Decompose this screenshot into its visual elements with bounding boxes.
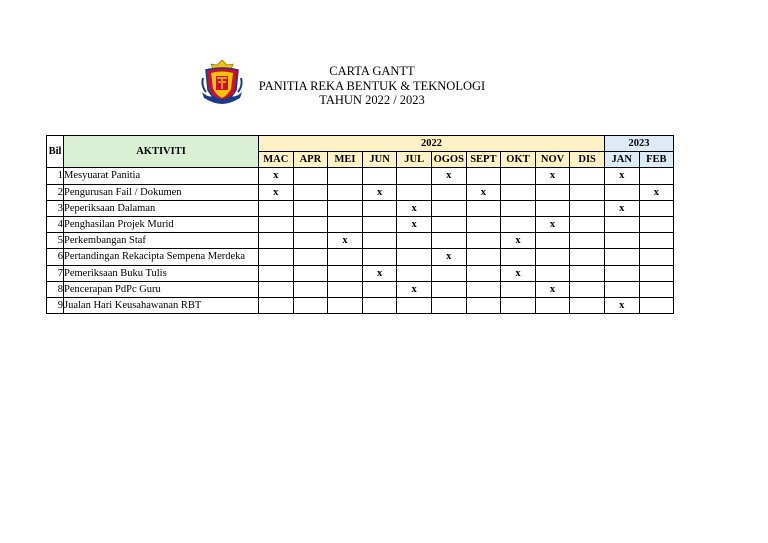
month-header-4: JUL: [397, 152, 432, 168]
row-number: 9: [47, 297, 64, 313]
schedule-cell: [328, 281, 363, 297]
schedule-mark: x: [397, 281, 432, 297]
activity-name: Mesyuarat Panitia: [64, 170, 141, 182]
activity-cell: [64, 168, 259, 184]
schedule-cell: [259, 281, 294, 297]
schedule-cell: [431, 281, 466, 297]
schedule-cell: [397, 168, 432, 184]
schedule-mark: x: [604, 297, 639, 313]
month-header-3: JUN: [362, 152, 397, 168]
schedule-mark: x: [259, 184, 294, 200]
schedule-cell: [293, 281, 328, 297]
schedule-cell: [431, 297, 466, 313]
schedule-cell: [328, 216, 363, 232]
schedule-cell: [466, 216, 501, 232]
schedule-cell: [293, 184, 328, 200]
activity-cell: [64, 184, 259, 200]
schedule-cell: [466, 200, 501, 216]
month-header-11: FEB: [639, 152, 674, 168]
schedule-mark: x: [362, 184, 397, 200]
title-line-3: TAHUN 2022 / 2023: [319, 93, 425, 107]
schedule-cell: [570, 281, 605, 297]
activity-name: Pencerapan PdPc Guru: [64, 283, 161, 295]
schedule-mark: x: [362, 265, 397, 281]
schedule-cell: [259, 200, 294, 216]
schedule-cell: [259, 233, 294, 249]
schedule-cell: [328, 265, 363, 281]
activity-cell: [64, 233, 259, 249]
schedule-cell: [328, 184, 363, 200]
schedule-cell: [397, 297, 432, 313]
schedule-cell: [570, 249, 605, 265]
activity-name: Pertandingan Rekacipta Sempena Merdeka: [64, 251, 246, 263]
schedule-mark: x: [259, 168, 294, 184]
schedule-cell: [328, 249, 363, 265]
schedule-cell: [501, 216, 536, 232]
schedule-cell: [639, 233, 674, 249]
row-number: 7: [47, 265, 64, 281]
year-header-2022: 2022: [259, 136, 605, 152]
table-row: [47, 184, 674, 200]
schedule-cell: [639, 249, 674, 265]
schedule-cell: [535, 249, 570, 265]
schedule-cell: [397, 265, 432, 281]
schedule-cell: [466, 249, 501, 265]
schedule-cell: [362, 168, 397, 184]
schedule-cell: [639, 297, 674, 313]
schedule-cell: [431, 200, 466, 216]
schedule-cell: [362, 297, 397, 313]
schedule-cell: [397, 233, 432, 249]
schedule-cell: [362, 281, 397, 297]
month-header-10: JAN: [604, 152, 639, 168]
schedule-cell: [570, 297, 605, 313]
schedule-cell: [604, 184, 639, 200]
row-number: 2: [47, 184, 64, 200]
schedule-cell: [466, 168, 501, 184]
activity-name: Penghasilan Projek Murid: [64, 219, 174, 231]
column-header-aktiviti: AKTIVITI: [64, 136, 259, 168]
schedule-cell: [604, 233, 639, 249]
document-header: [222, 64, 522, 108]
activity-name: Jualan Hari Keusahawanan RBT: [64, 299, 202, 311]
table-row: [47, 281, 674, 297]
row-number: 1: [47, 168, 64, 184]
row-number: 4: [47, 216, 64, 232]
schedule-cell: [501, 168, 536, 184]
month-header-9: DIS: [570, 152, 605, 168]
activity-cell: [64, 200, 259, 216]
schedule-cell: [501, 184, 536, 200]
schedule-cell: [362, 200, 397, 216]
schedule-cell: [604, 265, 639, 281]
schedule-cell: [639, 168, 674, 184]
table-row: [47, 265, 674, 281]
schedule-cell: [501, 249, 536, 265]
schedule-mark: x: [431, 249, 466, 265]
activity-cell: [64, 265, 259, 281]
schedule-mark: x: [604, 200, 639, 216]
schedule-mark: x: [328, 233, 363, 249]
activity-cell: [64, 297, 259, 313]
schedule-cell: [293, 265, 328, 281]
schedule-cell: [362, 216, 397, 232]
schedule-cell: [604, 281, 639, 297]
schedule-cell: [362, 233, 397, 249]
schedule-cell: [570, 184, 605, 200]
activity-cell: [64, 249, 259, 265]
schedule-cell: [639, 216, 674, 232]
schedule-cell: [362, 249, 397, 265]
activity-cell: [64, 281, 259, 297]
gantt-table: [46, 135, 674, 314]
activity-name: Pengurusan Fail / Dokumen: [64, 186, 182, 198]
schedule-cell: [639, 281, 674, 297]
activity-name: Perkembangan Staf: [64, 235, 146, 247]
schedule-cell: [328, 168, 363, 184]
schedule-mark: x: [397, 200, 432, 216]
schedule-cell: [293, 200, 328, 216]
schedule-cell: [604, 216, 639, 232]
schedule-cell: [570, 168, 605, 184]
month-header-1: APR: [293, 152, 328, 168]
schedule-cell: [535, 200, 570, 216]
row-number: 8: [47, 281, 64, 297]
schedule-cell: [639, 265, 674, 281]
table-row: [47, 216, 674, 232]
schedule-cell: [328, 200, 363, 216]
month-header-6: SEPT: [466, 152, 501, 168]
schedule-mark: x: [501, 233, 536, 249]
schedule-cell: [535, 265, 570, 281]
schedule-cell: [431, 265, 466, 281]
schedule-mark: x: [501, 265, 536, 281]
table-row: [47, 168, 674, 184]
schedule-cell: [466, 281, 501, 297]
table-row: [47, 297, 674, 313]
schedule-cell: [293, 249, 328, 265]
schedule-mark: x: [397, 216, 432, 232]
month-header-7: OKT: [501, 152, 536, 168]
schedule-cell: [397, 249, 432, 265]
month-header-5: OGOS: [431, 152, 466, 168]
row-number: 6: [47, 249, 64, 265]
schedule-cell: [397, 184, 432, 200]
schedule-cell: [535, 297, 570, 313]
schedule-cell: [259, 265, 294, 281]
schedule-mark: x: [466, 184, 501, 200]
schedule-cell: [570, 233, 605, 249]
schedule-cell: [535, 184, 570, 200]
schedule-mark: x: [639, 184, 674, 200]
schedule-cell: [293, 168, 328, 184]
schedule-cell: [293, 233, 328, 249]
schedule-cell: [501, 281, 536, 297]
schedule-cell: [328, 297, 363, 313]
table-row: [47, 233, 674, 249]
schedule-cell: [466, 233, 501, 249]
title-line-2: PANITIA REKA BENTUK & TEKNOLOGI: [258, 78, 486, 93]
schedule-cell: [466, 297, 501, 313]
schedule-mark: x: [535, 168, 570, 184]
activity-name: Peperiksaan Dalaman: [64, 202, 156, 214]
schedule-cell: [259, 249, 294, 265]
schedule-cell: [535, 233, 570, 249]
row-number: 3: [47, 200, 64, 216]
schedule-mark: x: [535, 281, 570, 297]
table-row: [47, 200, 674, 216]
month-header-0: MAC: [259, 152, 294, 168]
schedule-cell: [466, 265, 501, 281]
schedule-cell: [259, 216, 294, 232]
schedule-cell: [259, 297, 294, 313]
title-line-1: CARTA GANTT: [329, 64, 415, 78]
schedule-mark: x: [604, 168, 639, 184]
schedule-cell: [570, 200, 605, 216]
column-header-bil: Bil: [47, 136, 64, 168]
schedule-mark: x: [535, 216, 570, 232]
schedule-cell: [293, 297, 328, 313]
schedule-cell: [570, 265, 605, 281]
schedule-cell: [501, 200, 536, 216]
month-header-2: MEI: [328, 152, 363, 168]
schedule-cell: [431, 233, 466, 249]
schedule-cell: [570, 216, 605, 232]
schedule-cell: [431, 184, 466, 200]
schedule-cell: [604, 249, 639, 265]
schedule-cell: [501, 297, 536, 313]
year-header-2023: 2023: [604, 136, 673, 152]
schedule-cell: [431, 216, 466, 232]
gantt-body: [47, 168, 674, 314]
row-number: 5: [47, 233, 64, 249]
activity-cell: [64, 216, 259, 232]
activity-name: Pemeriksaan Buku Tulis: [64, 267, 167, 279]
schedule-cell: [293, 216, 328, 232]
schedule-mark: x: [431, 168, 466, 184]
month-header-8: NOV: [535, 152, 570, 168]
schedule-cell: [639, 200, 674, 216]
table-row: [47, 249, 674, 265]
